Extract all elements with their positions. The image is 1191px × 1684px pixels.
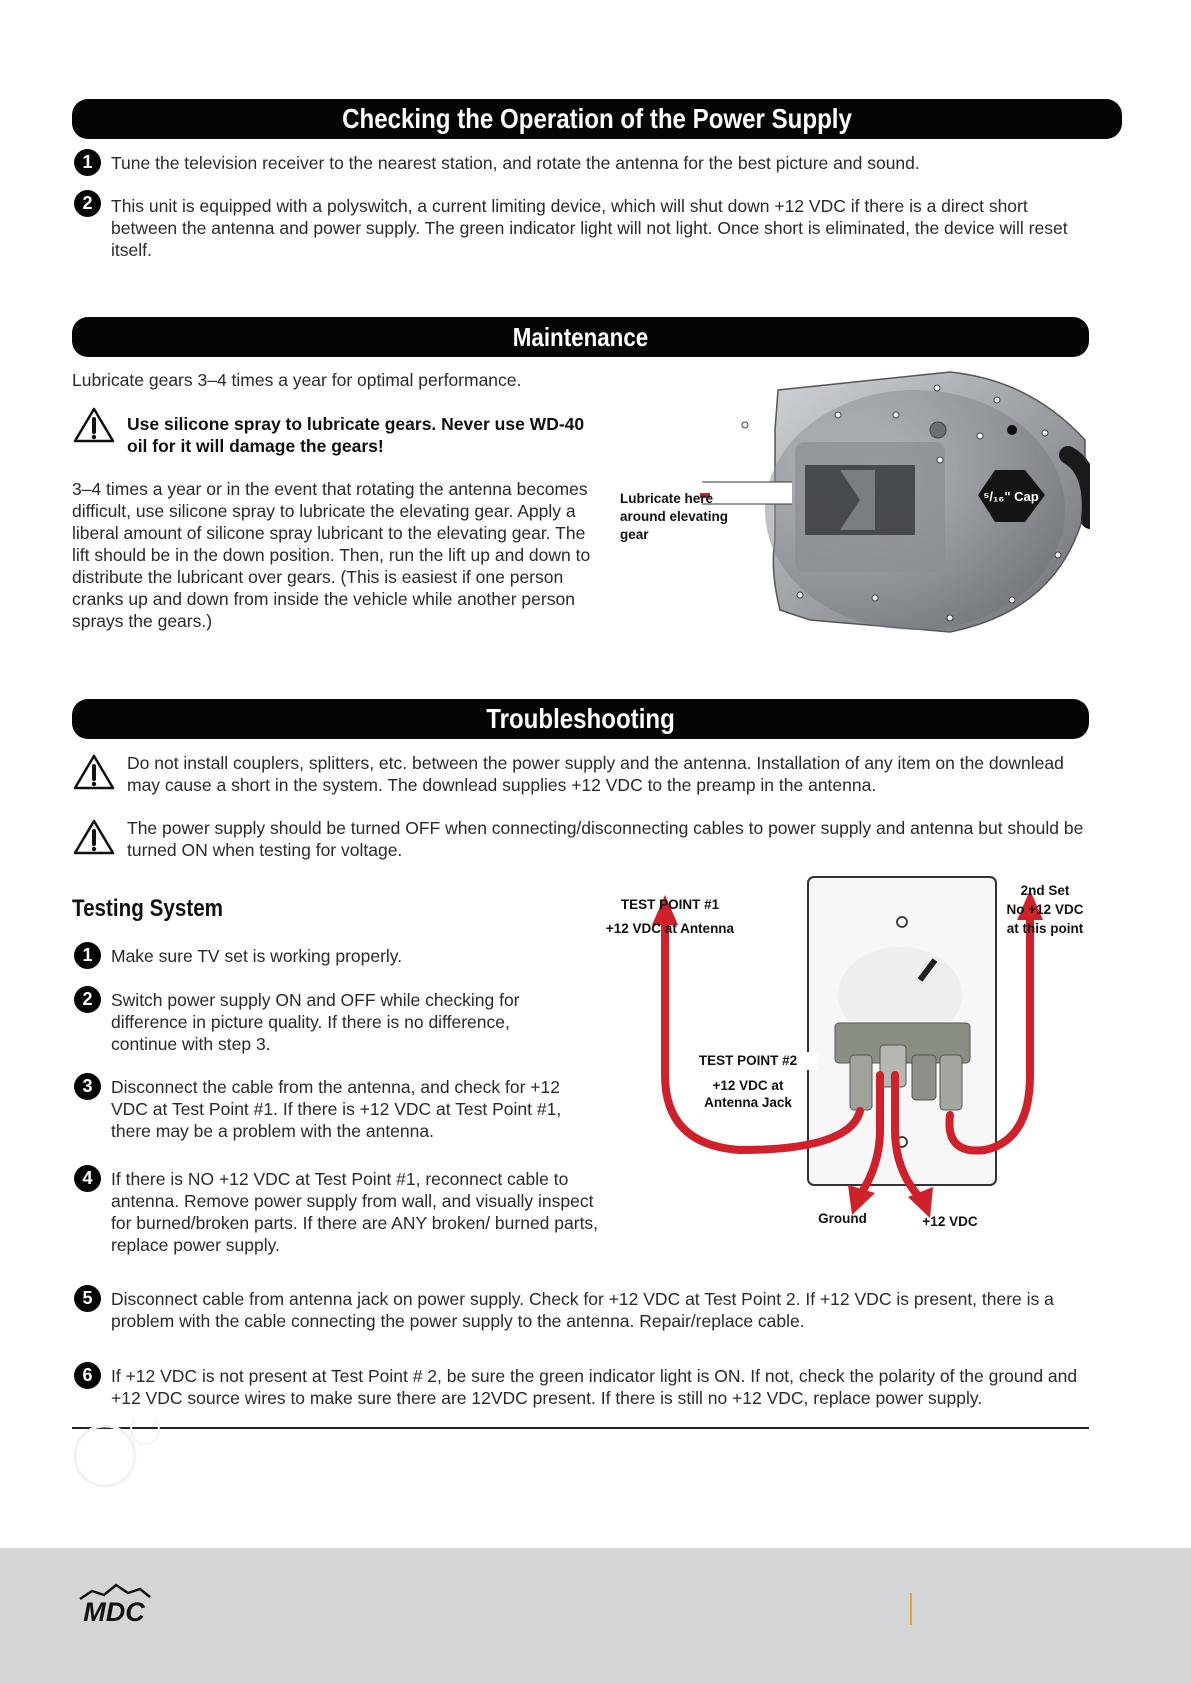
second-set-label: at this point bbox=[1006, 921, 1084, 936]
step-text: Disconnect cable from antenna jack on power supply. Check for +12 VDC at Test Point 2. If +12 VDC is present, there is a problem with the cable connecting the power supply to the antenna. Repair/replace cable. bbox=[111, 1289, 1054, 1331]
step-text: This unit is equipped with a polyswitch, a current limiting device, which will shut down +12 VDC if there is a direct short between the antenna and power supply. The green indicator light will not light. Once short is eliminated, the device will reset itself. bbox=[111, 196, 1068, 260]
second-set-label: No +12 VDC bbox=[1006, 902, 1084, 917]
step-number: 2 bbox=[74, 190, 101, 217]
step-text: Make sure TV set is working properly. bbox=[111, 946, 403, 966]
step-number: 1 bbox=[74, 149, 101, 176]
step-number: 6 bbox=[74, 1362, 101, 1389]
troubleshooting-warning: The power supply should be turned OFF when connecting/disconnecting cables to power supply and antenna but should be turned ON when testing for voltage. bbox=[127, 818, 1084, 860]
step-number: 1 bbox=[74, 942, 101, 969]
maintenance-body: 3–4 times a year or in the event that rotating the antenna becomes difficult, use silicone spray to lubricate the elevating gear. Apply a liberal amount of silicone spray lubricant to the elevating gear. The lift should be in the down position. Then, run the lift up and down to distribute the lubricant over gears. (This is easiest if one person cranks up and down from inside the vehicle while another person sprays the gears.) bbox=[72, 479, 591, 631]
step-number: 3 bbox=[74, 1073, 101, 1100]
lubricate-callout: Lubricate here around elevating gear bbox=[620, 491, 729, 542]
logo-text: MDC bbox=[83, 1597, 145, 1627]
test-point-2-title: TEST POINT #2 bbox=[678, 1052, 818, 1070]
step-number: 2 bbox=[74, 986, 101, 1013]
section-title: Maintenance bbox=[512, 322, 649, 352]
testing-system-heading: Testing System bbox=[72, 895, 224, 922]
step-number: 5 bbox=[74, 1285, 101, 1312]
step-text: Tune the television receiver to the nearest station, and rotate the antenna for the best picture and sound. bbox=[111, 153, 920, 173]
step-text: Disconnect the cable from the antenna, and check for +12 VDC at Test Point #1. If there is +12 VDC at Test Point #1, there may be a problem with the antenna. bbox=[111, 1077, 562, 1141]
step-text: Switch power supply ON and OFF while checking for difference in picture quality. If there is no difference, continue with step 3. bbox=[111, 990, 520, 1054]
decorative-circles bbox=[70, 1420, 170, 1490]
second-set-label: 2nd Set bbox=[1020, 883, 1070, 898]
section-title: Troubleshooting bbox=[486, 703, 675, 734]
section-bar-maintenance bbox=[72, 317, 1089, 357]
warning-icon bbox=[72, 818, 116, 856]
warning-icon bbox=[72, 753, 116, 791]
test-point-1-title: TEST POINT #1 bbox=[620, 897, 720, 912]
section-bar-power-supply bbox=[72, 99, 1122, 139]
section-bar-troubleshooting bbox=[72, 699, 1089, 739]
troubleshooting-warning: Do not install couplers, splitters, etc. between the power supply and the antenna. Installation of any item on the downlead may cause a short in the system. The downlead supplies +12 VDC to the preamp in the antenna. bbox=[127, 753, 1064, 795]
cap-label: ⁵/₁₆" Cap bbox=[983, 489, 1039, 504]
vdc-label: +12 VDC bbox=[922, 1214, 978, 1229]
step-text: If +12 VDC is not present at Test Point # 2, be sure the green indicator light is ON. If not, check the polarity of the ground and +12 VDC source wires to make sure there are 12VDC present. If there is still no +12 VDC, replace power supply. bbox=[111, 1366, 1078, 1408]
footer-divider bbox=[910, 1593, 912, 1625]
test-point-1-sub: +12 VDC at Antenna bbox=[605, 921, 735, 936]
step-text: If there is NO +12 VDC at Test Point #1, reconnect cable to antenna. Remove power supply from wall, and visually inspect for burned/broken parts. If there are ANY broken/ burned parts, replace power supply. bbox=[111, 1169, 599, 1255]
maintenance-intro: Lubricate gears 3–4 times a year for optimal performance. bbox=[72, 370, 522, 390]
footer bbox=[0, 1548, 1191, 1684]
section-title: Checking the Operation of the Power Supply bbox=[342, 103, 852, 134]
bottom-rule bbox=[72, 1427, 1089, 1429]
test-point-2-sub: +12 VDC at bbox=[712, 1078, 784, 1093]
step-number: 4 bbox=[74, 1165, 101, 1192]
test-point-2-sub: Antenna Jack bbox=[704, 1095, 792, 1110]
ground-label: Ground bbox=[818, 1211, 867, 1226]
mdc-logo bbox=[66, 1581, 162, 1627]
warning-icon bbox=[72, 406, 116, 444]
maintenance-warning: Use silicone spray to lubricate gears. Never use WD-40 oil for it will damage the gears! bbox=[127, 414, 585, 456]
gear-housing-figure bbox=[700, 370, 1090, 640]
